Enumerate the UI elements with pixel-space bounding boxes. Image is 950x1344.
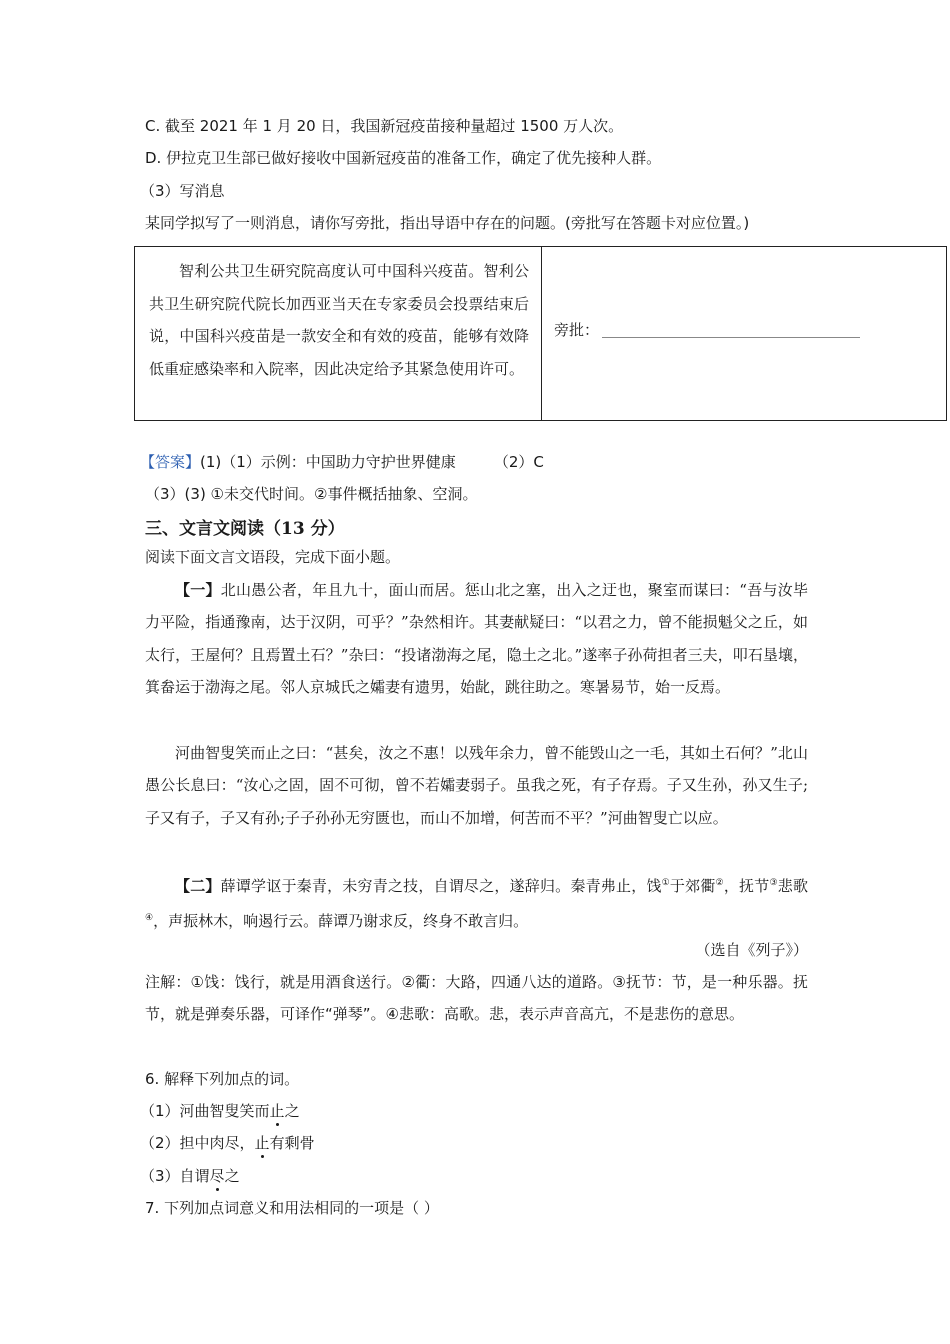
q6-item-1: （1）河曲智叟笑而止之: [140, 1102, 300, 1120]
answer-line-1: [140, 452, 544, 472]
passage1-para2: 河曲智叟笑而止之曰：“甚矣，汝之不惠！以残年余力，曾不能毁山之一毛，其如土石何？”北山愚公长息曰：“汝心之固，固不可彻，曾不若孀妻弱子。虽我之死，有子存焉。子又生孙，孙又生子;子又有子，子又有孙;子子孙孙无穷匮也，而山不加增，何苦而不平？”河曲智叟亡以应。: [145, 744, 808, 827]
section3-instruction: 某同学拟写了一则消息，请你写旁批，指出导语中存在的问题。(旁批写在答题卡对应位置。): [145, 214, 750, 232]
news-table: [134, 246, 947, 421]
passage2: 【二】薛谭学讴于秦青，未穷青之技，自谓尽之，遂辞归。秦青弗止，饯①于郊衢②，抚节③悲歌④，声振林木，响遏行云。薛谭乃谢求反，终身不敢言归。: [145, 877, 808, 931]
q6-item-3: （3）自谓尽之: [140, 1167, 240, 1185]
annotation-notes: 注解：①饯：饯行，就是用酒食送行。②衢：大路，四通八达的道路。③抚节：节，是一种乐器。抚节，就是弹奏乐器，可译作“弹琴”。④悲歌：高歌。悲，表示声音高亢，不是悲伤的意思。: [145, 973, 808, 1023]
dotted-word: 止: [254, 1134, 270, 1152]
q7-title: 7. 下列加点词意义和用法相同的一项是（ ）: [145, 1199, 439, 1217]
dotted-word: 止: [269, 1102, 285, 1120]
answer-part-1: (1)（1）示例：中国助力守护世界健康: [200, 453, 456, 471]
pangpi-cell: [542, 247, 946, 420]
news-text: 智利公共卫生研究院高度认可中国科兴疫苗。智利公共卫生研究院代院长加西亚当天在专家委员会投票结束后说，中国科兴疫苗是一款安全和有效的疫苗，能够有效降低重症感染率和入院率，因此决定给予其紧急使用许可。: [149, 262, 529, 378]
passage1-para1: 【一】北山愚公者，年且九十，面山而居。惩山北之塞，出入之迂也，聚室而谋曰：“吾与汝毕力平险，指通豫南，达于汉阴，可乎？”杂然相许。其妻献疑曰：“以君之力，曾不能损魁父之丘，如太行，王屋何？且焉置土石？”杂曰：“投诸渤海之尾，隐土之北。”遂率子孙荷担者三夫，叩石垦壤，箕畚运于渤海之尾。邻人京城氏之孀妻有遗男，始龀，跳往助之。寒暑易节，始一反焉。: [145, 581, 808, 697]
answer-part-2: （2）C: [493, 453, 544, 471]
passage1-marker: 【一】: [175, 581, 221, 599]
passage2-marker: 【二】: [175, 877, 221, 895]
section3-label: （3）写消息: [140, 182, 225, 200]
option-d: D. 伊拉克卫生部已做好接收中国新冠疫苗的准备工作，确定了优先接种人群。: [145, 149, 662, 167]
source-citation: （选自《列子》）: [695, 941, 808, 959]
news-cell: [135, 247, 542, 420]
part3-heading: 三、文言文阅读（13 分）: [145, 519, 345, 539]
answer-line-2: （3）(3) ①未交代时间。②事件概括抽象、空洞。: [145, 485, 478, 503]
option-c: C. 截至 2021 年 1 月 20 日，我国新冠疫苗接种量超过 1500 万人次。: [145, 117, 624, 135]
pangpi-label: 旁批：: [554, 321, 600, 339]
answer-tag: 【答案】: [140, 453, 201, 471]
pangpi-answer-line[interactable]: [602, 337, 860, 338]
q6-title: 6. 解释下列加点的词。: [145, 1070, 300, 1088]
dotted-word: 尽: [209, 1167, 225, 1185]
q6-item-2: （2）担中肉尽，止有剩骨: [140, 1134, 315, 1152]
part3-intro: 阅读下面文言文语段，完成下面小题。: [145, 548, 401, 566]
